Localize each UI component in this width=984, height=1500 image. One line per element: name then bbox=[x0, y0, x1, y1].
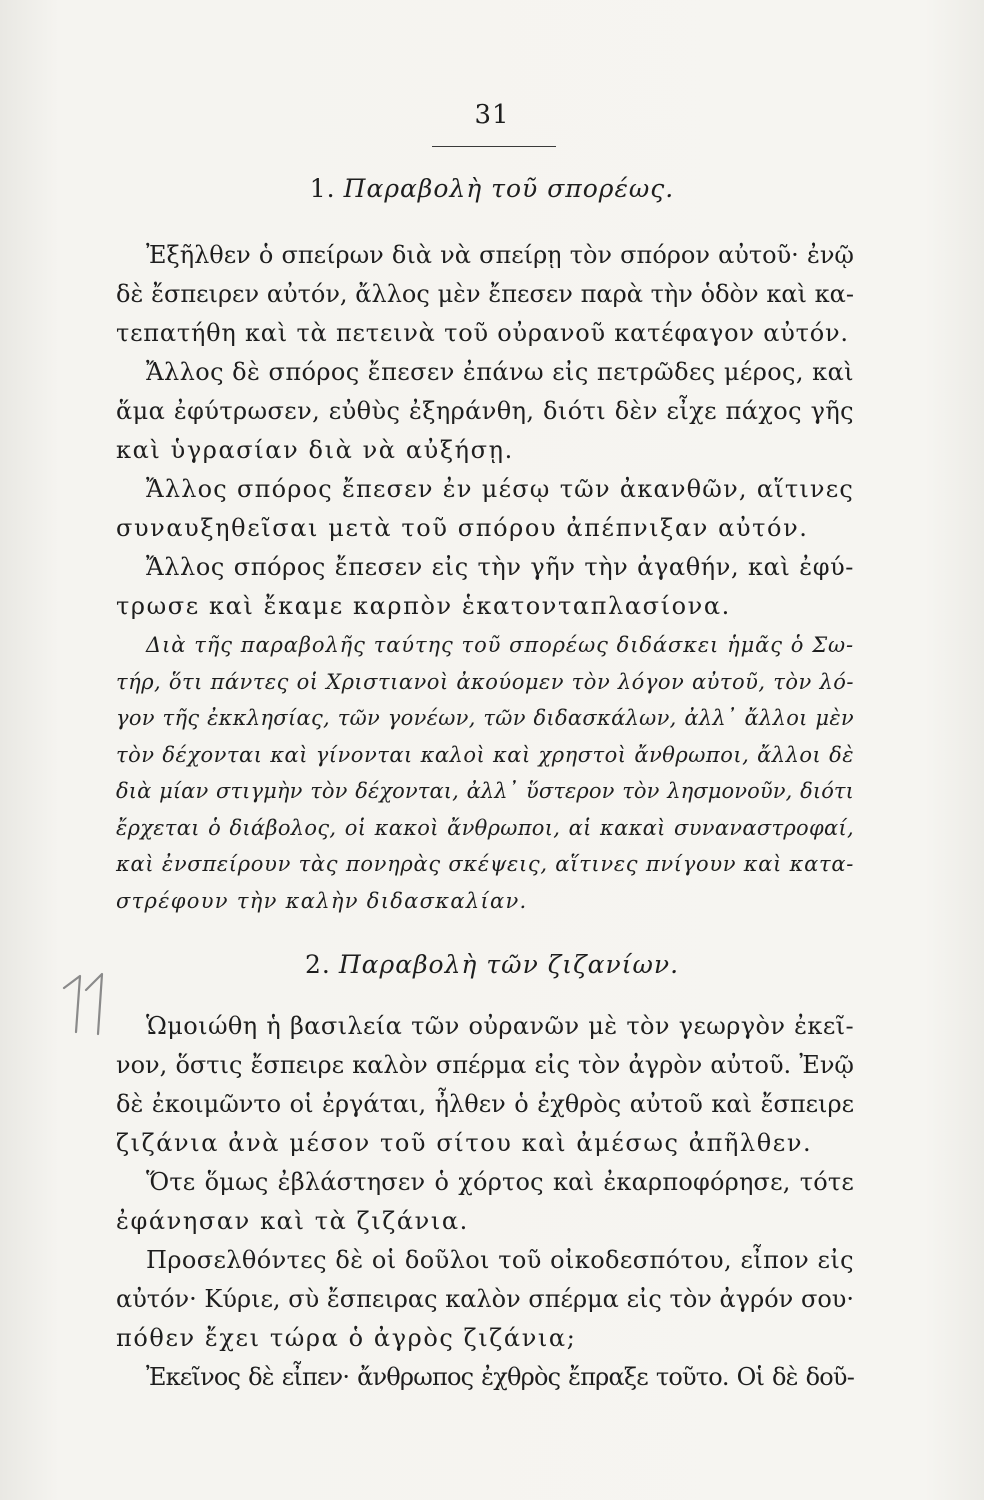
page-number: 31 bbox=[474, 100, 510, 130]
section-2-line: δὲ ἐκοιμῶντο οἱ ἐργάται, ἦλθεν ὁ ἐχθρὸς αὐτοῦ καὶ ἔσπειρε bbox=[116, 1090, 854, 1118]
section-2-body bbox=[116, 1007, 854, 1397]
section-1-line: ἅμα ἐφύτρωσεν, εὐθὺς ἐξηράνθη, διότι δὲν εἶχε πάχος γῆς bbox=[116, 397, 854, 425]
section-1-title: Παραβολὴ τοῦ σπορέως. bbox=[343, 174, 675, 203]
header-rule bbox=[432, 146, 556, 147]
section-2-line: Ὅτε ὅμως ἐβλάστησεν ὁ χόρτος καὶ ἐκαρποφόρησε, τότε bbox=[146, 1168, 854, 1196]
commentary-line: ἔρχεται ὁ διάβολος, οἱ κακοὶ ἄνθρωποι, αἱ κακαὶ συναναστροφαί, bbox=[116, 815, 854, 840]
section-1-commentary bbox=[116, 627, 854, 919]
section-1-line: Ἄλλος δὲ σπόρος ἔπεσεν ἐπάνω εἰς πετρῶδες μέρος, καὶ bbox=[146, 358, 854, 386]
section-1-line: καὶ ὑγρασίαν διὰ νὰ αὐξήσῃ. bbox=[116, 436, 514, 464]
commentary-line: τὸν δέχονται καὶ γίνονται καλοὶ καὶ χρηστοὶ ἄνθρωποι, ἄλλοι δὲ bbox=[116, 742, 854, 767]
section-1-body bbox=[116, 236, 854, 626]
section-1-number: 1. bbox=[309, 174, 336, 203]
commentary-line: γον τῆς ἐκκλησίας, τῶν γονέων, τῶν διδασκάλων, ἀλλ᾽ ἄλλοι μὲν bbox=[116, 706, 854, 730]
commentary-line: στρέφουν τὴν καλὴν διδασκαλίαν. bbox=[116, 888, 528, 913]
section-1-line: Ἐξῆλθεν ὁ σπείρων διὰ νὰ σπείρῃ τὸν σπόρον αὐτοῦ· ἐνῷ bbox=[146, 241, 854, 269]
section-2-line: Ὡμοιώθη ἡ βασιλεία τῶν οὐρανῶν μὲ τὸν γεωργὸν ἐκεῖ- bbox=[146, 1012, 854, 1040]
section-2-title: Παραβολὴ τῶν ζιζανίων. bbox=[338, 950, 680, 979]
commentary-line: τήρ, ὅτι πάντες οἱ Χριστιανοὶ ἀκούομεν τὸν λόγον αὐτοῦ, τὸν λό- bbox=[116, 669, 854, 694]
section-2-line: ἐφάνησαν καὶ τὰ ζιζάνια. bbox=[116, 1207, 469, 1235]
section-2-line: ζιζάνια ἀνὰ μέσον τοῦ σίτου καὶ ἀμέσως ἀπῆλθεν. bbox=[116, 1129, 813, 1157]
section-2-number: 2. bbox=[304, 950, 331, 979]
section-2-line: νον, ὅστις ἔσπειρε καλὸν σπέρμα εἰς τὸν ἀγρὸν αὐτοῦ. Ἐνῷ bbox=[116, 1051, 854, 1079]
section-1-line: δὲ ἔσπειρεν αὐτόν, ἄλλος μὲν ἔπεσεν παρὰ τὴν ὁδὸν καὶ κα- bbox=[116, 280, 854, 308]
section-2-line: Προσελθόντες δὲ οἱ δοῦλοι τοῦ οἰκοδεσπότου, εἶπον εἰς bbox=[146, 1246, 854, 1274]
commentary-line: διὰ μίαν στιγμὴν τὸν δέχονται, ἀλλ᾽ ὕστερον τὸν λησμονοῦν, διότι bbox=[116, 779, 854, 803]
section-2-line: πόθεν ἔχει τώρα ὁ ἀγρὸς ζιζάνια; bbox=[116, 1324, 577, 1352]
section-2-line: Ἐκεῖνος δὲ εἶπεν· ἄνθρωπος ἐχθρὸς ἔπραξε τοῦτο. Οἱ δὲ δοῦ- bbox=[146, 1363, 854, 1391]
section-2-heading bbox=[0, 950, 984, 979]
section-1-line: τεπατήθη καὶ τὰ πετεινὰ τοῦ οὐρανοῦ κατέφαγον αὐτόν. bbox=[116, 319, 849, 347]
section-1-line: συναυξηθεῖσαι μετὰ τοῦ σπόρου ἀπέπνιξαν αὐτόν. bbox=[116, 514, 809, 542]
commentary-line: καὶ ἐνσπείρουν τὰς πονηρὰς σκέψεις, αἵτινες πνίγουν καὶ κατα- bbox=[116, 852, 854, 876]
section-2-line: αὐτόν· Κύριε, σὺ ἔσπειρας καλὸν σπέρμα εἰς τὸν ἀγρόν σου· bbox=[116, 1285, 854, 1313]
commentary-line: Διὰ τῆς παραβολῆς ταύτης τοῦ σπορέως διδάσκει ἡμᾶς ὁ Σω- bbox=[146, 633, 854, 657]
section-1-line: Ἄλλος σπόρος ἔπεσεν ἐν μέσῳ τῶν ἀκανθῶν, αἵτινες bbox=[146, 475, 854, 503]
section-1-line: Ἄλλος σπόρος ἔπεσεν εἰς τὴν γῆν τὴν ἀγαθήν, καὶ ἐφύ- bbox=[146, 553, 854, 581]
section-1-heading bbox=[0, 174, 984, 203]
section-1-line: τρωσε καὶ ἔκαμε καρπὸν ἑκατονταπλασίονα. bbox=[116, 592, 731, 620]
